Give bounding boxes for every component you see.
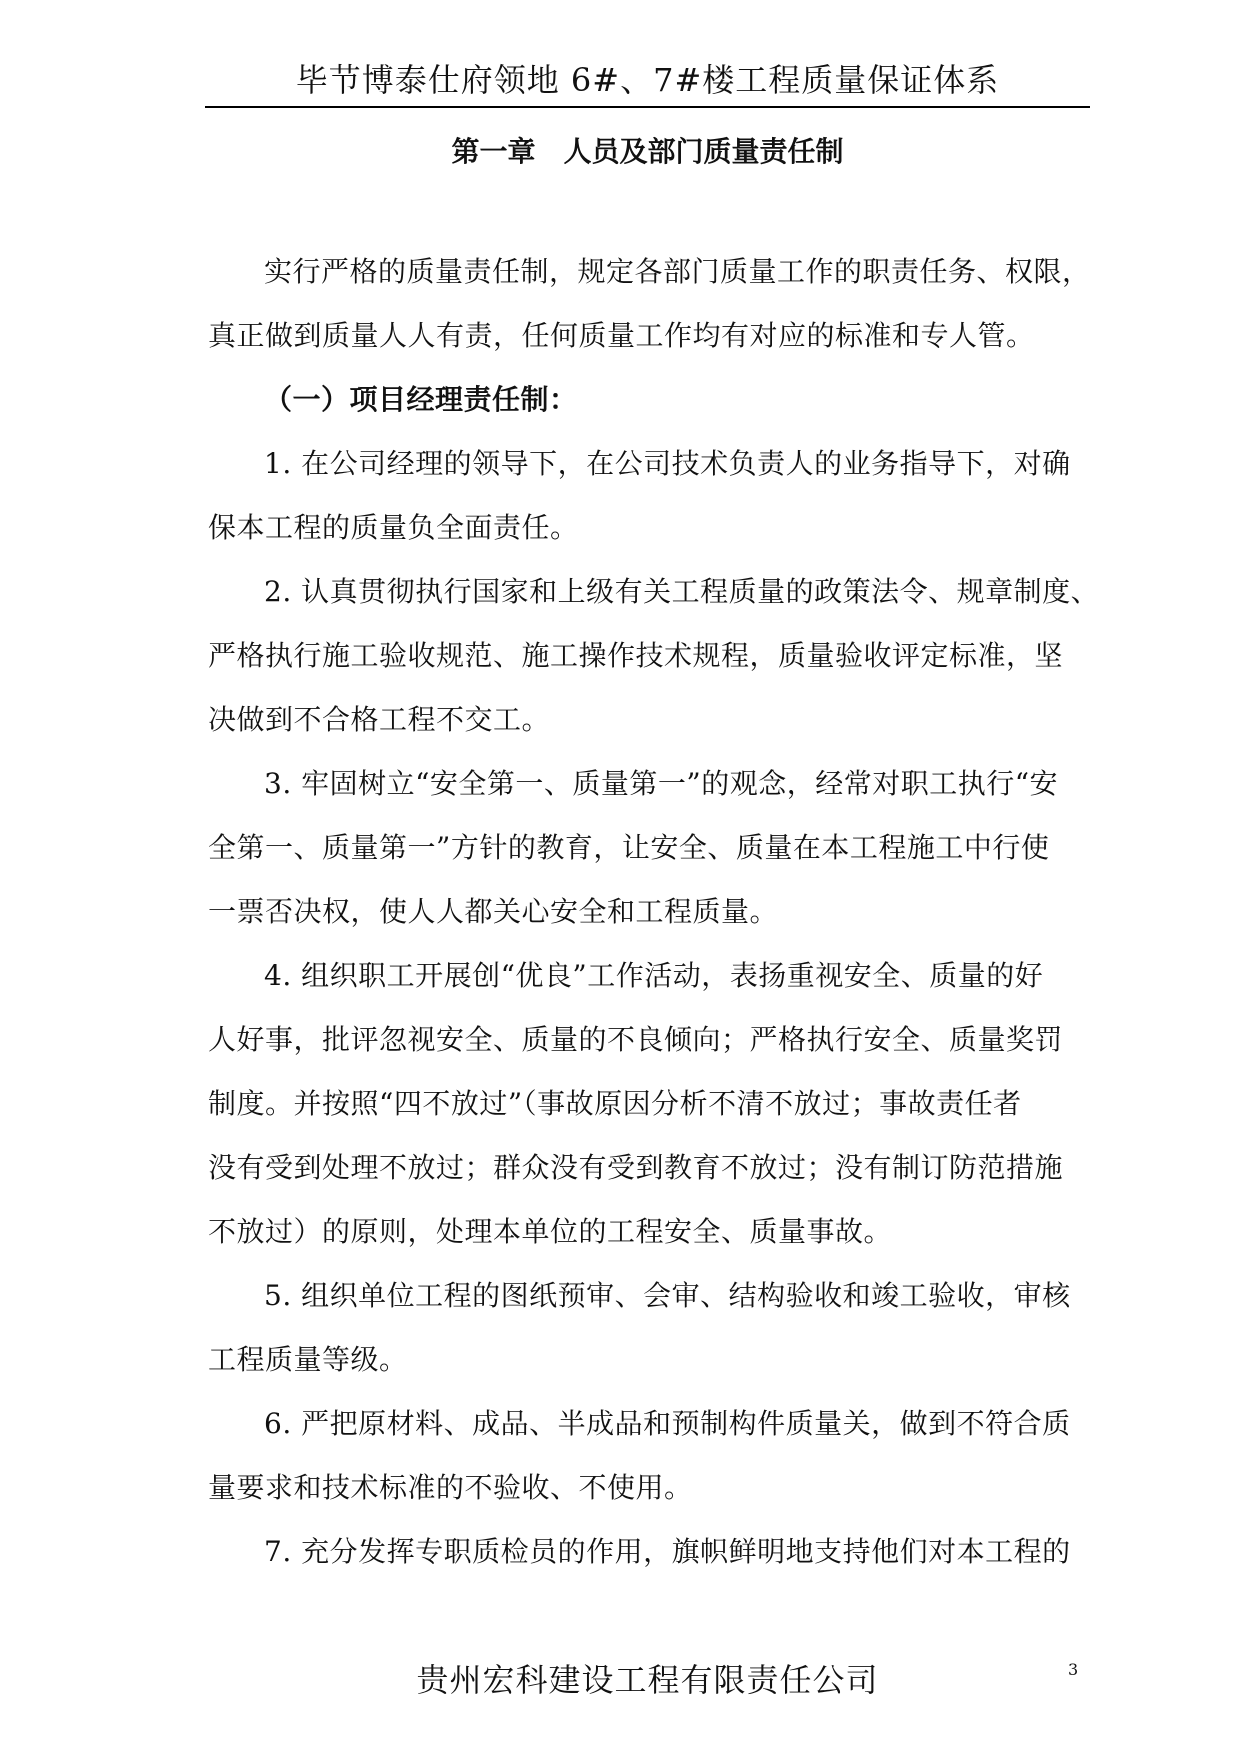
footer-company: 贵州宏科建设工程有限责任公司 — [416, 1661, 879, 1699]
header-title: 毕节博泰仕府领地 6#、7#楼工程质量保证体系 — [295, 61, 1000, 99]
paragraph-line: 4. 组织职工开展创“优良”工作活动，表扬重视安全、质量的好 — [264, 959, 1044, 992]
paragraph-line: 7. 充分发挥专职质检员的作用，旗帜鲜明地支持他们对本工程的 — [264, 1535, 1071, 1568]
page-header — [205, 60, 1090, 108]
paragraph-line: 保本工程的质量负全面责任。 — [208, 511, 579, 544]
paragraph-line: 量要求和技术标准的不验收、不使用。 — [208, 1471, 693, 1504]
chapter-title: 第一章 人员及部门质量责任制 — [451, 135, 844, 168]
paragraph-line: 1. 在公司经理的领导下，在公司技术负责人的业务指导下，对确 — [264, 447, 1071, 480]
paragraph-line: 决做到不合格工程不交工。 — [208, 703, 551, 736]
body-text — [208, 252, 1108, 1596]
paragraph-line: 制度。并按照“四不放过”（事故原因分析不清不放过；事故责任者 — [208, 1087, 1022, 1120]
paragraph-line: 6. 严把原材料、成品、半成品和预制构件质量关，做到不符合质 — [264, 1407, 1071, 1440]
paragraph-line: 工程质量等级。 — [208, 1343, 408, 1376]
page-number: 3 — [1068, 1660, 1079, 1679]
paragraph-line: 真正做到质量人人有责，任何质量工作均有对应的标准和专人管。 — [208, 319, 1035, 352]
paragraph-line: 人好事，批评忽视安全、质量的不良倾向；严格执行安全、质量奖罚 — [208, 1023, 1064, 1056]
paragraph-line: 一票否决权，使人人都关心安全和工程质量。 — [208, 895, 779, 928]
paragraph-line: 没有受到处理不放过；群众没有受到教育不放过；没有制订防范措施 — [208, 1151, 1064, 1184]
paragraph-line: 3. 牢固树立“安全第一、质量第一”的观念，经常对职工执行“安 — [264, 767, 1059, 800]
paragraph-line: 严格执行施工验收规范、施工操作技术规程，质量验收评定标准，坚 — [208, 639, 1064, 672]
paragraph-line: 不放过）的原则，处理本单位的工程安全、质量事故。 — [208, 1215, 893, 1248]
paragraph-line: 2. 认真贯彻执行国家和上级有关工程质量的政策法令、规章制度、 — [264, 575, 1100, 608]
section-heading: （一）项目经理责任制： — [264, 383, 578, 416]
paragraph-line: 5. 组织单位工程的图纸预审、会审、结构验收和竣工验收，审核 — [264, 1279, 1071, 1312]
paragraph-line: 全第一、质量第一”方针的教育，让安全、质量在本工程施工中行使 — [208, 831, 1050, 864]
paragraph-line: 实行严格的质量责任制，规定各部门质量工作的职责任务、权限， — [264, 255, 1091, 288]
